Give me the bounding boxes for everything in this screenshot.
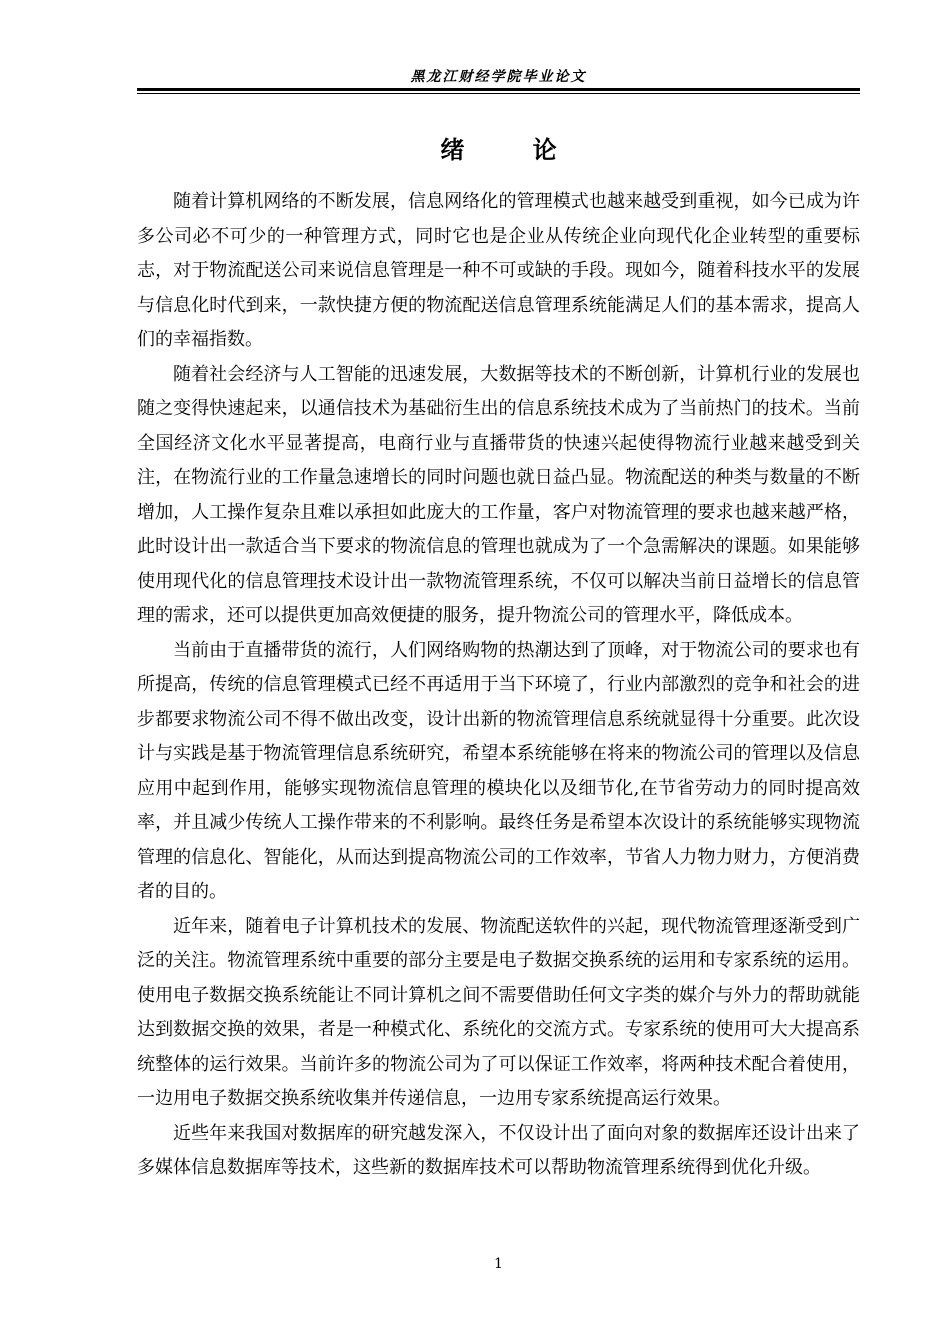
page-header [137, 62, 860, 92]
header-rule-thin [137, 93, 860, 94]
paragraph: 近些年来我国对数据库的研究越发深入，不仅设计出了面向对象的数据库还设计出来了多媒体信息数据库等技术，这些新的数据库技术可以帮助物流管理系统得到优化升级。 [137, 1122, 860, 1178]
header-title: 黑龙江财经学院毕业论文 [410, 69, 587, 85]
paragraph: 近年来，随着电子计算机技术的发展、物流配送软件的兴起，现代物流管理逐渐受到广泛的关注。物流管理系统中重要的部分主要是电子数据交换系统的运用和专家系统的运用。使用电子数据交换系统能让不同计算机之间不需要借助任何文字类的媒介与外力的帮助就能达到数据交换的效果，者是一种模式化、系统化的交流方式。专家系统的使用可大大提高系统整体的运行效果。当前许多的物流公司为了可以保证工作效率，将两种技术配合着使用，一边用电子数据交换系统收集并传递信息，一边用专家系统提高运行效果。 [137, 915, 860, 1109]
body-text [137, 185, 860, 1186]
header-rule-thick [137, 88, 860, 91]
page-number: 1 [494, 1256, 503, 1272]
paragraph: 随着社会经济与人工智能的迅速发展，大数据等技术的不断创新，计算机行业的发展也随之变得快速起来，以通信技术为基础衍生出的信息系统技术成为了当前热门的技术。当前全国经济文化水平显著提高，电商行业与直播带货的快速兴起使得物流行业越来越受到关注，在物流行业的工作量急速增长的同时问题也就日益凸显。物流配送的种类与数量的不断增加，人工操作复杂且难以承担如此庞大的工作量，客户对物流管理的要求也越来越严格，此时设计出一款适合当下要求的物流信息的管理也就成为了一个急需解决的课题。如果能够使用现代化的信息管理技术设计出一款物流管理系统，不仅可以解决当前日益增长的信息管理的需求，还可以提供更加高效便捷的服务，提升物流公司的管理水平，降低成本。 [137, 363, 860, 626]
paragraph: 随着计算机网络的不断发展，信息网络化的管理模式也越来越受到重视，如今已成为许多公司必不可少的一种管理方式，同时它也是企业从传统企业向现代化企业转型的重要标志，对于物流配送公司来说信息管理是一种不可或缺的手段。现如今，随着科技水平的发展与信息化时代到来，一款快捷方便的物流配送信息管理系统能满足人们的基本需求，提高人们的幸福指数。 [137, 191, 860, 350]
paragraph: 当前由于直播带货的流行，人们网络购物的热潮达到了顶峰，对于物流公司的要求也有所提高，传统的信息管理模式已经不再适用于当下环境了，行业内部激烈的竞争和社会的进步都要求物流公司不得不做出改变，设计出新的物流管理信息系统就显得十分重要。此次设计与实践是基于物流管理信息系统研究，希望本系统能够在将来的物流公司的管理以及信息应用中起到作用，能够实现物流信息管理的模块化以及细节化,在节省劳动力的同时提高效率，并且减少传统人工操作带来的不利影响。最终任务是希望本次设计的系统能够实现物流管理的信息化、智能化，从而达到提高物流公司的工作效率，节省人力物力财力，方便消费者的目的。 [137, 639, 860, 902]
chapter-title: 绪 论 [440, 136, 587, 164]
